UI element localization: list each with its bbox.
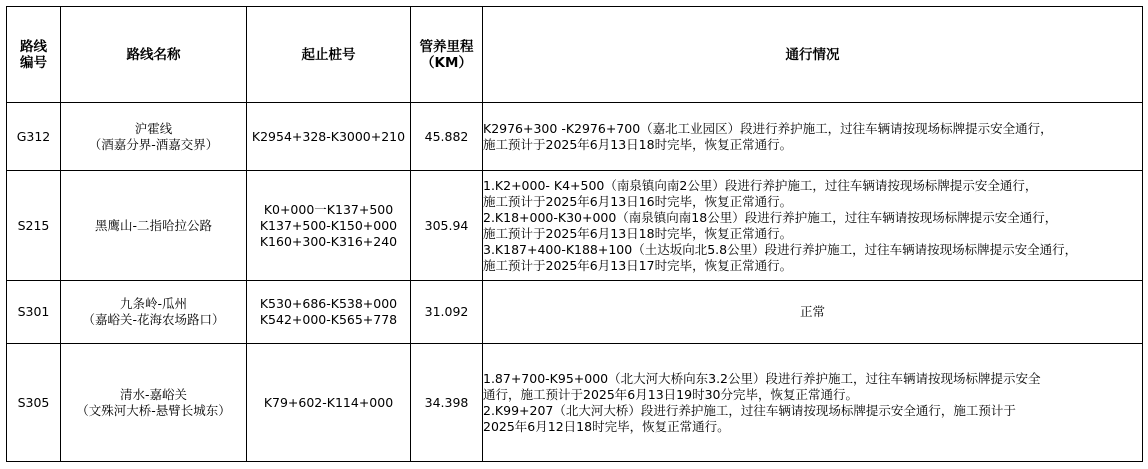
stake-line: K0+000一K137+500	[263, 201, 394, 217]
header-row	[7, 7, 1143, 103]
header-route-no-line1: 路线	[20, 38, 47, 55]
route-name-cell	[61, 344, 247, 462]
header-status: 通行情况	[483, 7, 1143, 103]
mileage-cell: 31.092	[411, 281, 483, 344]
table-row	[7, 281, 1143, 344]
route-no-cell: S215	[7, 171, 61, 281]
header-mileage-line2: （KM）	[421, 54, 472, 71]
mileage-cell: 45.882	[411, 103, 483, 171]
status-line: 3.K187+400-K188+100（土达坂向北5.8公里）段进行养护施工，过往车辆请按现场标牌提示安全通行，	[483, 241, 1078, 257]
status-line: 施工预计于2025年6月13日18时完毕，恢复正常通行。	[483, 136, 793, 152]
status-line: 施工预计于2025年6月13日17时完毕，恢复正常通行。	[483, 257, 793, 273]
route-name-line: 黑鹰山-二指哈拉公路	[94, 217, 212, 233]
route-no-cell: S305	[7, 344, 61, 462]
stake-cell	[247, 103, 411, 171]
status-line: 1.K2+000- K4+500（南泉镇向南2公里）段进行养护施工，过往车辆请按现场标牌提示安全通行，	[483, 177, 1038, 193]
stake-line: K542+000-K565+778	[259, 312, 398, 327]
route-name-cell	[61, 103, 247, 171]
status-cell	[483, 344, 1143, 462]
table-row	[7, 171, 1143, 281]
table-row	[7, 103, 1143, 171]
status-line: 施工预计于2025年6月13日18时完毕，恢复正常通行。	[483, 225, 793, 241]
stake-line: K137+500-K150+000	[259, 217, 398, 233]
status-line: 1.87+700-K95+000（北大河大桥向东3.2公里）段进行养护施工，过往车辆请按现场标牌提示安全	[483, 370, 1041, 386]
stake-cell	[247, 281, 411, 344]
status-line: 2.K18+000-K30+000（南泉镇向南18公里）段进行养护施工，过往车辆请按现场标牌提示安全通行，	[483, 209, 1058, 225]
road-status-table	[6, 6, 1143, 462]
status-cell	[483, 171, 1143, 281]
table-row	[7, 344, 1143, 462]
route-name-line: 九条岭-瓜州	[119, 296, 187, 311]
status-line: 正常	[799, 304, 825, 319]
stake-line: K79+602-K114+000	[263, 394, 394, 410]
header-stake: 起止桩号	[247, 7, 411, 103]
stake-cell	[247, 171, 411, 281]
status-line: 2.K99+207（北大河大桥）段进行养护施工，过往车辆请按现场标牌提示安全通行，施工预计于	[483, 402, 1016, 418]
status-line: 施工预计于2025年6月13日16时完毕，恢复正常通行。	[483, 193, 793, 209]
header-route-no	[7, 7, 61, 103]
route-name-line: （嘉峪关-花海农场路口）	[82, 312, 225, 327]
stake-cell	[247, 344, 411, 462]
stake-line: K160+300-K316+240	[259, 233, 398, 249]
route-name-cell	[61, 171, 247, 281]
status-line: K2976+300 -K2976+700（嘉北工业园区）段进行养护施工，过往车辆请按现场标牌提示安全通行，	[483, 120, 1053, 136]
route-name-line: 清水-嘉峪关	[119, 386, 187, 402]
status-cell	[483, 281, 1143, 344]
status-cell	[483, 103, 1143, 171]
header-mileage-line1: 管养里程	[419, 38, 474, 55]
route-no-cell: S301	[7, 281, 61, 344]
route-name-cell	[61, 281, 247, 344]
header-mileage	[411, 7, 483, 103]
header-route-no-line2: 编号	[20, 54, 47, 71]
route-name-line: 沪霍线	[134, 120, 173, 136]
route-no-cell: G312	[7, 103, 61, 171]
route-name-line: （酒嘉分界-酒嘉交界）	[88, 136, 219, 152]
header-route-name: 路线名称	[61, 7, 247, 103]
route-name-line: （文殊河大桥-悬臂长城东）	[76, 402, 231, 418]
status-line: 2025年6月12日18时完毕，恢复正常通行。	[483, 418, 730, 434]
mileage-cell: 305.94	[411, 171, 483, 281]
mileage-cell: 34.398	[411, 344, 483, 462]
stake-line: K530+686-K538+000	[259, 296, 398, 311]
stake-line: K2954+328-K3000+210	[251, 128, 406, 144]
status-line: 通行，施工预计于2025年6月13日19时30分完毕，恢复正常通行。	[483, 386, 858, 402]
